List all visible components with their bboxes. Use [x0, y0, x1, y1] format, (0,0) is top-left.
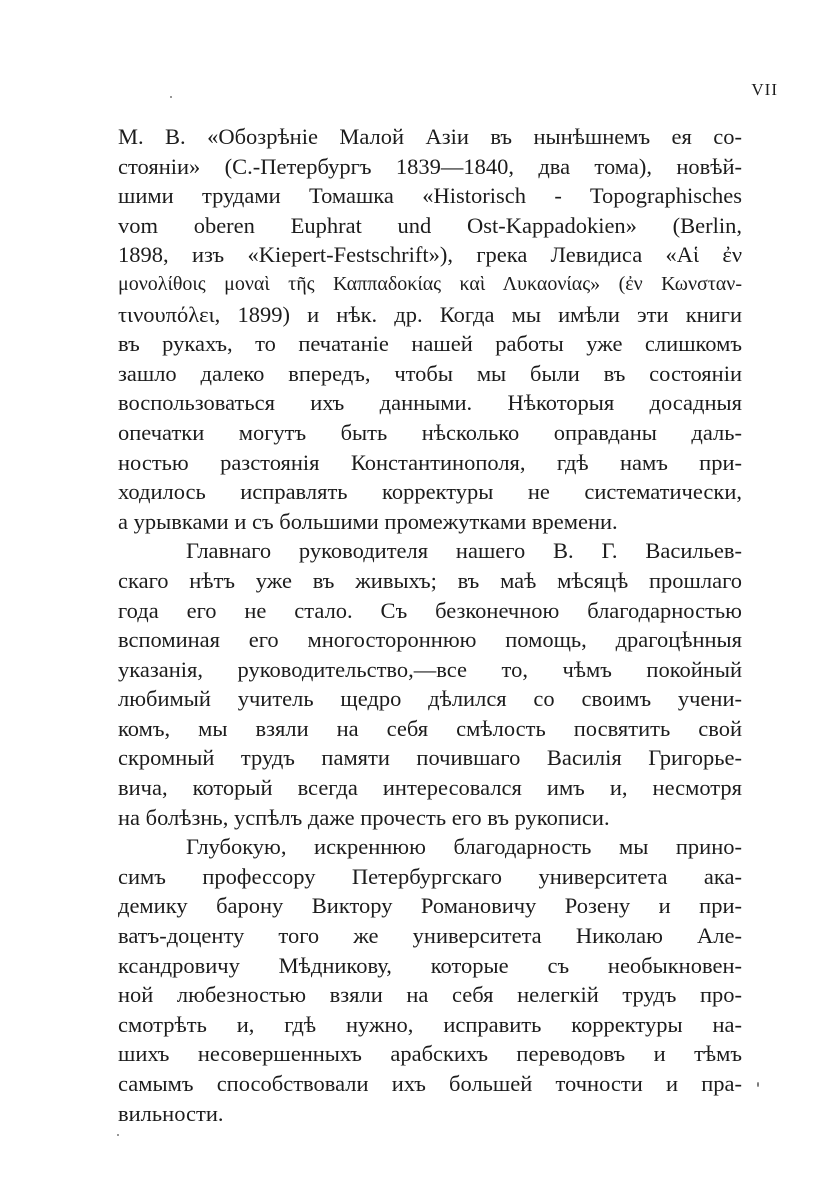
- page-number: VII: [751, 80, 778, 99]
- text-line: любимый учитель щедро дѣлился со своимъ учени-: [118, 686, 742, 712]
- text-line: стояніи» (С.-Петербургъ 1839—1840, два тома), новѣй-: [118, 153, 742, 179]
- text-line: вича, который всегда интересовался имъ и, несмотря: [118, 775, 742, 801]
- print-speck: [170, 96, 172, 98]
- text-line: указанія, руководительство,—все то, чѣмъ покойный: [118, 656, 742, 682]
- paragraph-1: [118, 122, 742, 536]
- text-line: ксандровичу Мѣдникову, которые съ необыкновен-: [118, 952, 742, 978]
- text-line: смотрѣть и, гдѣ нужно, исправить корректуры на-: [118, 1011, 742, 1037]
- text-line: зашло далеко впередъ, чтобы мы были въ состояніи: [118, 360, 742, 386]
- text-line: μονολίθοις μοναὶ τῆς Καππαδοκίας καὶ Λυκαονίας» (ἐν Κωνσταν-: [118, 272, 742, 295]
- text-line: воспользоваться ихъ данными. Нѣкоторыя досадныя: [118, 390, 742, 416]
- text-line: ной любезностью взяли на себя нелегкій трудъ про-: [118, 982, 742, 1008]
- text-line: опечатки могутъ быть нѣсколько оправданы даль-: [118, 419, 742, 445]
- paragraph-3: [118, 832, 742, 1128]
- text-line: 1898, изъ «Kiepert-Festschrift»), грека Левидиса «Αἱ ἐν: [118, 242, 742, 268]
- text-line: ватъ-доценту того же университета Николаю Але-: [118, 923, 742, 949]
- text-line: симъ профессору Петербургскаго университета ака-: [118, 863, 742, 889]
- text-line: ностью разстоянія Константинополя, гдѣ намъ при-: [118, 449, 742, 475]
- paragraph-2: [118, 536, 742, 832]
- text-line: vom oberen Euphrat und Ost-Kappadokien» (Berlin,: [118, 212, 742, 238]
- text-line: скаго нѣтъ уже въ живыхъ; въ маѣ мѣсяцѣ прошлаго: [118, 567, 742, 593]
- text-line: скромный трудъ памяти почившаго Василія Григорье-: [118, 745, 742, 771]
- text-line: вспоминая его многостороннюю помощь, драгоцѣнныя: [118, 627, 742, 653]
- text-line: на болѣзнь, успѣлъ даже прочесть его въ рукописи.: [118, 804, 610, 830]
- print-speck: [757, 1082, 759, 1087]
- text-line: года его не стало. Съ безконечною благодарностью: [118, 597, 742, 623]
- print-speck: [117, 1134, 119, 1136]
- text-line: вильности.: [118, 1100, 224, 1126]
- text-line: τινουπόλει, 1899) и нѣк. др. Когда мы имѣли эти книги: [118, 301, 742, 327]
- text-line: Главнаго руководителя нашего В. Г. Васильев-: [186, 538, 742, 564]
- text-line: ходилось исправлять корректуры не систематически,: [118, 479, 742, 505]
- text-line: Глубокую, искреннюю благодарность мы прино-: [186, 834, 742, 860]
- text-line: а урывками и съ большими промежутками времени.: [118, 508, 618, 534]
- text-line: демику барону Виктору Романовичу Розену и при-: [118, 893, 742, 919]
- text-line: въ рукахъ, то печатаніе нашей работы уже слишкомъ: [118, 331, 742, 357]
- text-line: М. В. «Обозрѣніе Малой Азіи въ нынѣшнемъ ея со-: [118, 124, 742, 149]
- text-line: комъ, мы взяли на себя смѣлость посвятить свой: [118, 715, 742, 741]
- body-text: [118, 122, 742, 1128]
- text-line: шихъ несовершенныхъ арабскихъ переводовъ и тѣмъ: [118, 1041, 742, 1067]
- text-line: самымъ способствовали ихъ большей точности и пра-: [118, 1071, 742, 1096]
- text-line: шими трудами Томашка «Historisch - Topographisches: [118, 183, 742, 209]
